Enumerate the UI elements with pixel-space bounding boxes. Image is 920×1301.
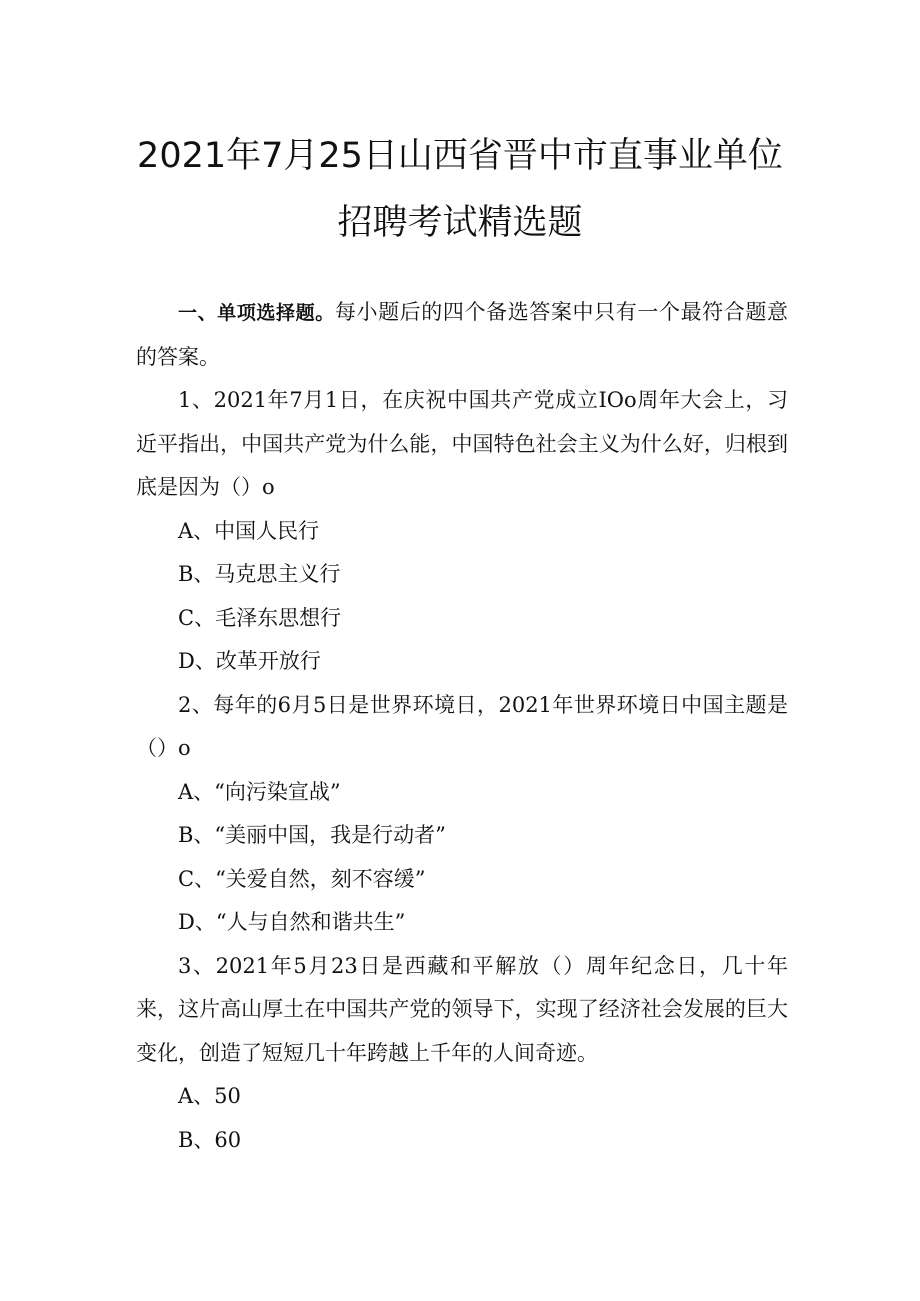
question-1-option-c: C、毛泽东思想行 [178, 605, 342, 630]
question-3-option-a: A、50 [178, 1084, 241, 1108]
section-instruction: 每小题后的四个备选答案中只有一个最符合题意的答案。 [136, 300, 788, 369]
question-1-option-d: D、改革开放行 [178, 649, 321, 673]
question-1-stem: 1、2021年7月1日，在庆祝中国共产党成立IOo周年大会上，习近平指出，中国共产党为什么能，中国特色社会主义为什么好，归根到底是因为（）o [136, 388, 788, 499]
question-3-option-b: B、60 [178, 1127, 242, 1152]
document-title-line-1: 2021年7月25日山西省晋中市直事业单位 [137, 136, 783, 176]
question-2-option-c: C、“关爱自然，刻不容缓” [178, 866, 426, 891]
section-heading [136, 291, 788, 379]
question-2-option-a: A、“向污染宣战” [178, 779, 341, 804]
question-2-option-d: D、“人与自然和谐共生” [178, 910, 406, 934]
section-label: 一、单项选择题。 [178, 302, 335, 324]
question-3-stem: 3、2021年5月23日是西藏和平解放（）周年纪念日，几十年来，这片高山厚土在中国共产党的领导下，实现了经济社会发展的巨大变化，创造了短短几十年跨越上千年的人间奇迹。 [136, 953, 788, 1065]
question-2-stem: 2、每年的6月5日是世界环境日，2021年世界环境日中国主题是（）o [136, 692, 788, 760]
question-1-option-b: B、马克思主义行 [178, 562, 341, 586]
question-1-option-a: A、中国人民行 [178, 518, 320, 543]
question-2-option-b: B、“美丽中国，我是行动者” [178, 823, 446, 847]
document-body [136, 291, 788, 1162]
document-title-line-2: 招聘考试精选题 [337, 203, 583, 243]
